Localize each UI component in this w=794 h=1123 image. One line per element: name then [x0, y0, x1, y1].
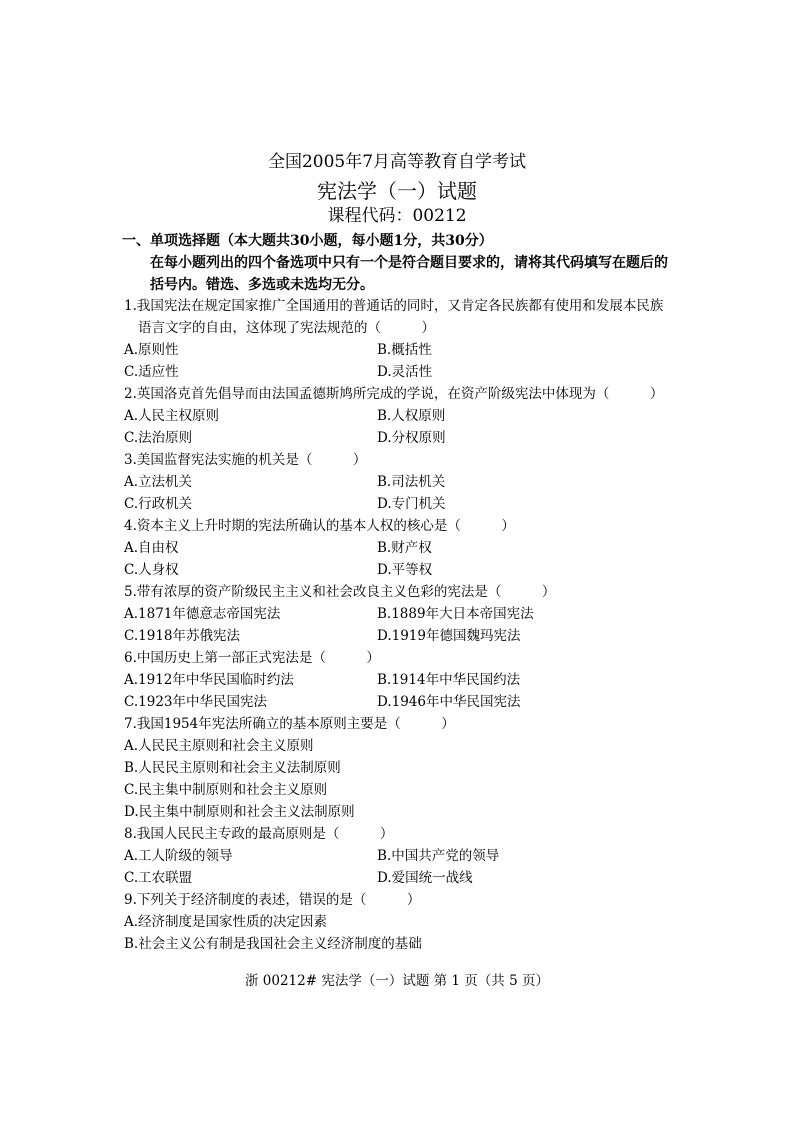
- question-6-stem: 6.中国历史上第一部正式宪法是（ ）: [124, 650, 380, 666]
- question-7-stem: 7.我国1954年宪法所确立的基本原则主要是（ ）: [124, 716, 455, 732]
- question-6-option-c: C.1923年中华民国宪法: [124, 694, 267, 710]
- question-2-option-b: B.人权原则: [377, 408, 446, 424]
- question-8-option-d: D.爱国统一战线: [377, 870, 473, 886]
- question-5-stem: 5.带有浓厚的资产阶级民主主义和社会改良主义色彩的宪法是（ ）: [124, 584, 556, 600]
- question-7-option-a: A.人民民主原则和社会主义原则: [124, 738, 314, 754]
- question-2-option-d: D.分权原则: [377, 430, 446, 446]
- question-3-option-b: B.司法机关: [377, 474, 446, 490]
- question-1-stem: 1.我国宪法在规定国家推广全国通用的普通话的同时，又肯定各民族都有使用和发展本民族语言文字的自由，这体现了宪法规范的（ ）: [124, 298, 664, 336]
- question-2-option-c: C.法治原则: [124, 430, 193, 446]
- question-5-option-d: D.1919年德国魏玛宪法: [377, 628, 521, 644]
- question-6-option-b: B.1914年中华民国约法: [377, 672, 521, 688]
- question-8-options-row-1: [124, 845, 674, 867]
- question-list: [124, 295, 674, 955]
- question-6-option-d: D.1946年中华民国宪法: [377, 694, 521, 710]
- question-8-options-row-2: [124, 867, 674, 889]
- exam-title: 全国2005年7月高等教育自学考试: [267, 152, 527, 172]
- question-4-options-row-2: [124, 559, 674, 581]
- question-1-option-a: A.原则性: [124, 342, 179, 358]
- question-3-options-row-1: [124, 471, 674, 493]
- question-1-options-row-1: [124, 339, 674, 361]
- question-6-options-row-2: [124, 691, 674, 713]
- question-5-options-row-1: [124, 603, 674, 625]
- question-4-stem: 4.资本主义上升时期的宪法所确认的基本人权的核心是（ ）: [124, 518, 515, 534]
- question-7-option-d: D.民主集中制原则和社会主义法制原则: [124, 804, 355, 820]
- question-2-option-a: A.人民主权原则: [124, 408, 220, 424]
- question-8-stem: 8.我国人民民主专政的最高原则是（ ）: [124, 826, 394, 842]
- question-9-stem: 9.下列关于经济制度的表述，错误的是（ ）: [124, 892, 421, 908]
- question-5-options-row-2: [124, 625, 674, 647]
- question-2-stem: 2.英国洛克首先倡导而由法国孟德斯鸠所完成的学说，在资产阶级宪法中体现为（ ）: [124, 386, 664, 402]
- question-9-option-b: B.社会主义公有制是我国社会主义经济制度的基础: [124, 936, 422, 952]
- page-footer: 浙 00212# 宪法学（一）试题 第 1 页（共 5 页）: [245, 973, 549, 989]
- question-1-option-b: B.概括性: [377, 342, 432, 358]
- question-3-stem: 3.美国监督宪法实施的机关是（ ）: [124, 452, 367, 468]
- subject-title: 宪法学（一）试题: [317, 179, 477, 203]
- question-4-option-d: D.平等权: [377, 562, 433, 578]
- question-3-option-c: C.行政机关: [124, 496, 193, 512]
- course-code: 课程代码：00212: [327, 206, 467, 226]
- question-2-options-row-2: [124, 427, 674, 449]
- question-4-option-c: C.人身权: [124, 562, 179, 578]
- question-3-option-a: A.立法机关: [124, 474, 193, 490]
- question-7-option-b: B.人民民主原则和社会主义法制原则: [124, 760, 341, 776]
- question-9-option-a: A.经济制度是国家性质的决定因素: [124, 914, 328, 930]
- question-5-option-b: B.1889年大日本帝国宪法: [377, 606, 534, 622]
- question-6-option-a: A.1912年中华民国临时约法: [124, 672, 294, 688]
- question-1-options-row-2: [124, 361, 674, 383]
- question-8-option-c: C.工农联盟: [124, 870, 193, 886]
- question-7-option-c: C.民主集中制原则和社会主义原则: [124, 782, 328, 798]
- question-4-option-a: A.自由权: [124, 540, 179, 556]
- question-4-option-b: B.财产权: [377, 540, 432, 556]
- section-instruction: 在每小题列出的四个备选项中只有一个是符合题目要求的，请将其代码填写在题后的括号内。错选、多选或未选均无分。: [150, 255, 668, 293]
- question-5-option-a: A.1871年德意志帝国宪法: [124, 606, 281, 622]
- question-3-options-row-2: [124, 493, 674, 515]
- question-3-option-d: D.专门机关: [377, 496, 446, 512]
- question-1-option-d: D.灵活性: [377, 364, 433, 380]
- section-heading: 一、单项选择题（本大题共30小题，每小题1分，共30分）: [122, 233, 493, 249]
- question-6-options-row-1: [124, 669, 674, 691]
- question-5-option-c: C.1918年苏俄宪法: [124, 628, 240, 644]
- question-4-options-row-1: [124, 537, 674, 559]
- question-1-option-c: C.适应性: [124, 364, 179, 380]
- question-8-option-a: A.工人阶级的领导: [124, 848, 233, 864]
- question-2-options-row-1: [124, 405, 674, 427]
- question-8-option-b: B.中国共产党的领导: [377, 848, 500, 864]
